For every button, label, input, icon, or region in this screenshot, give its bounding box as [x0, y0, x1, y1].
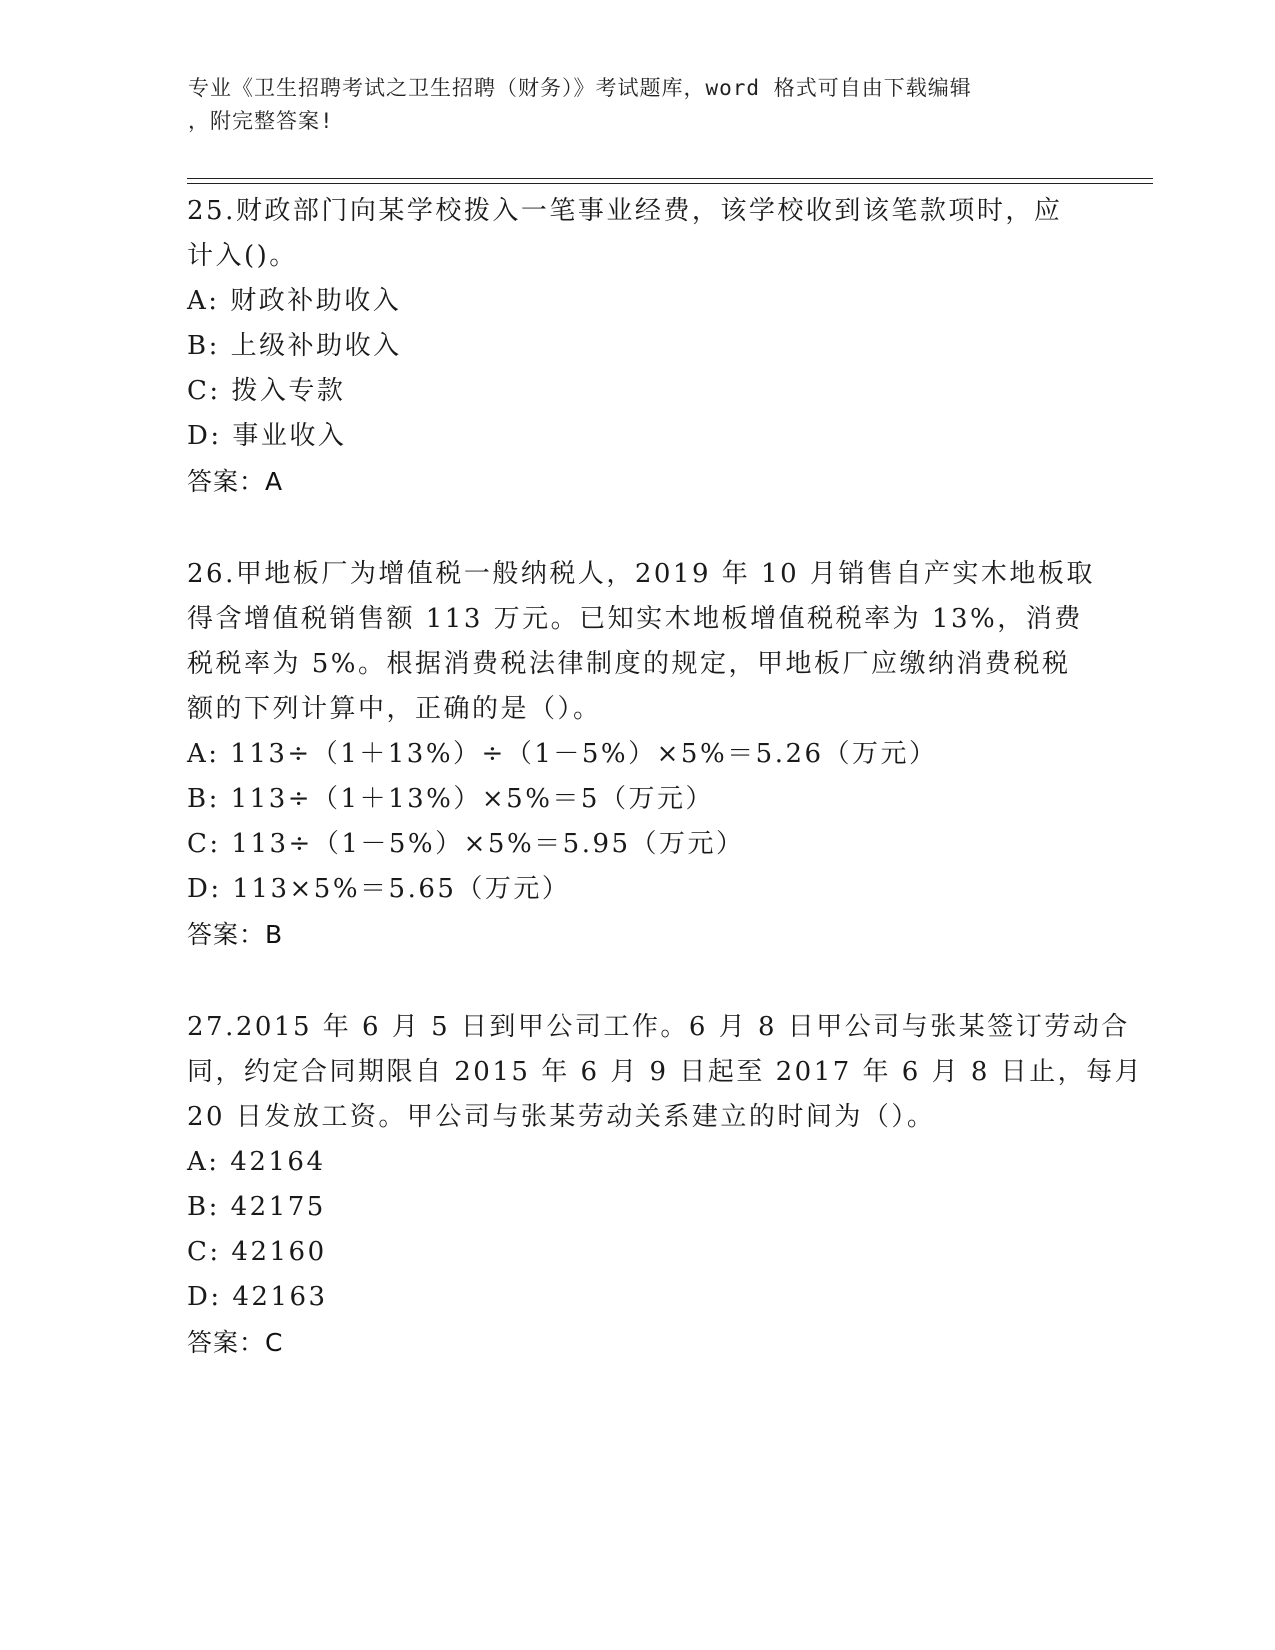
question-stem-line: 26.甲地板厂为增值税一般纳税人，2019 年 10 月销售自产实木地板取	[187, 559, 1095, 589]
option-c: C: 拨入专款	[187, 376, 346, 406]
question-stem-line: 20 日发放工资。甲公司与张某劳动关系建立的时间为（）。	[187, 1102, 936, 1132]
option-c: C: 113÷（1－5%）×5%＝5.95（万元）	[187, 829, 745, 859]
header-line-1: 专业《卫生招聘考试之卫生招聘（财务）》考试题库，word 格式可自由下载编辑	[188, 76, 972, 100]
option-a: A: 42164	[187, 1147, 326, 1177]
question-stem-line: 27.2015 年 6 月 5 日到甲公司工作。6 月 8 日甲公司与张某签订劳动合	[187, 1012, 1130, 1042]
question-stem-line: 计入()。	[187, 241, 298, 271]
question-stem-line: 同，约定合同期限自 2015 年 6 月 9 日起至 2017 年 6 月 8 日止，每月	[187, 1057, 1144, 1087]
option-d: D: 事业收入	[187, 421, 347, 451]
answer-line: 答案：C	[187, 1328, 284, 1357]
answer-line: 答案：A	[187, 467, 284, 496]
option-d: D: 113×5%＝5.65（万元）	[187, 874, 571, 904]
document-header	[188, 72, 1068, 138]
option-a: A: 113÷（1＋13%）÷（1－5%）×5%＝5.26（万元）	[187, 739, 938, 769]
option-d: D: 42163	[187, 1282, 328, 1312]
option-a: A: 财政补助收入	[187, 286, 402, 316]
option-b: B: 113÷（1＋13%）×5%＝5（万元）	[187, 784, 714, 814]
question-stem-line: 得含增值税销售额 113 万元。已知实木地板增值税税率为 13%，消费	[187, 604, 1083, 634]
option-b: B: 42175	[187, 1192, 326, 1222]
answer-line: 答案：B	[187, 920, 284, 949]
question-stem-line: 额的下列计算中，正确的是（）。	[187, 694, 602, 724]
question-stem-line: 25.财政部门向某学校拨入一笔事业经费，该学校收到该笔款项时，应	[187, 196, 1063, 226]
question-25	[187, 189, 1087, 504]
question-26	[187, 552, 1095, 957]
header-divider-top	[187, 178, 1153, 179]
option-c: C: 42160	[187, 1237, 327, 1267]
option-b: B: 上级补助收入	[187, 331, 402, 361]
question-27	[187, 1005, 1144, 1365]
question-stem-line: 税税率为 5%。根据消费税法律制度的规定，甲地板厂应缴纳消费税税	[187, 649, 1071, 679]
header-divider-bottom	[187, 183, 1153, 184]
header-line-2: ，附完整答案!	[188, 109, 334, 133]
